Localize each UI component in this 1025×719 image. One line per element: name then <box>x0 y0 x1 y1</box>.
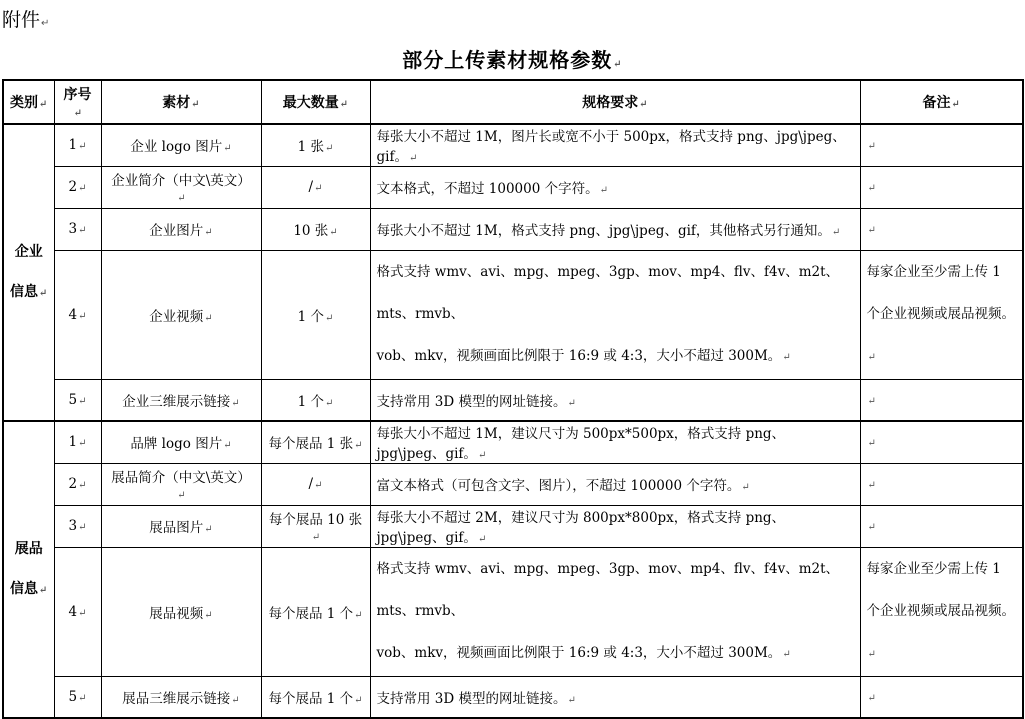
spec-line: vob、mkv，视频画面比例限于 16:9 或 4:3，大小不超过 300M。 <box>376 347 782 364</box>
row-number: 1↵ <box>54 124 101 166</box>
spec-cell: 格式支持 wmv、avi、mpg、mpeg、3gp、mov、mp4、flv、f4v、m2t、mts、rmvb、 vob、mkv，视频画面比例限于 16:9 或 4:3，大小不超过 300M。↵ <box>370 547 860 676</box>
row-number: 3↵ <box>54 208 101 250</box>
table-row <box>3 463 1023 505</box>
header-note: 备注↵ <box>860 80 1023 124</box>
header-max-quantity: 最大数量↵ <box>261 80 370 124</box>
table-row <box>3 250 1023 379</box>
note-cell: ↵ <box>860 379 1023 421</box>
row-number: 4↵ <box>54 547 101 676</box>
note-cell: ↵ <box>860 208 1023 250</box>
category-cell: 展品 信息↵ <box>3 421 54 718</box>
note-cell: ↵ <box>860 124 1023 166</box>
table-header-row <box>3 80 1023 124</box>
material-cell: 展品三维展示链接↵ <box>101 676 261 718</box>
max-quantity-cell: 每个展品 1 个↵ <box>261 676 370 718</box>
spec-cell: 格式支持 wmv、avi、mpg、mpeg、3gp、mov、mp4、flv、f4v、m2t、mts、rmvb、 vob、mkv，视频画面比例限于 16:9 或 4:3，大小不超过 300M。↵ <box>370 250 860 379</box>
max-quantity-cell: 每个展品 10 张↵ <box>261 505 370 547</box>
spec-table <box>2 79 1024 719</box>
spec-cell: 每张大小不超过 2M，建议尺寸为 800px*800px，格式支持 png、jpg\jpeg、gif。↵ <box>370 505 860 547</box>
table-row <box>3 208 1023 250</box>
spec-line: vob、mkv，视频画面比例限于 16:9 或 4:3，大小不超过 300M。 <box>376 644 782 661</box>
spec-cell: 富文本格式（可包含文字、图片），不超过 100000 个字符。↵ <box>370 463 860 505</box>
max-quantity-cell: 1 个↵ <box>261 379 370 421</box>
table-row <box>3 547 1023 676</box>
group-company <box>3 124 1023 421</box>
header-material: 素材↵ <box>101 80 261 124</box>
max-quantity-cell: /↵ <box>261 166 370 208</box>
note-line: 个企业视频或展品视频。 <box>866 305 1015 322</box>
header-category: 类别↵ <box>3 80 54 124</box>
max-quantity-cell: 每个展品 1 张↵ <box>261 421 370 463</box>
material-cell: 品牌 logo 图片↵ <box>101 421 261 463</box>
spec-cell: 每张大小不超过 1M，图片长或宽不小于 500px，格式支持 png、jpg\jpeg、gif。↵ <box>370 124 860 166</box>
page-title <box>0 44 1025 73</box>
note-line: 每家企业至少需上传 1 <box>866 560 1001 577</box>
note-cell: 每家企业至少需上传 1 个企业视频或展品视频。↵ <box>860 250 1023 379</box>
row-number: 1↵ <box>54 421 101 463</box>
max-quantity-cell: 1 张↵ <box>261 124 370 166</box>
row-number: 5↵ <box>54 379 101 421</box>
row-number: 5↵ <box>54 676 101 718</box>
table-row <box>3 505 1023 547</box>
attachment-label <box>2 5 49 32</box>
material-cell: 企业图片↵ <box>101 208 261 250</box>
material-cell: 企业三维展示链接↵ <box>101 379 261 421</box>
paragraph-mark-icon: ↵ <box>41 18 50 29</box>
spec-line: 格式支持 wmv、avi、mpg、mpeg、3gp、mov、mp4、flv、f4v、m2t、mts、rmvb、 <box>376 263 840 322</box>
material-cell: 展品图片↵ <box>101 505 261 547</box>
note-line: 个企业视频或展品视频。 <box>866 602 1015 619</box>
max-quantity-cell: 10 张↵ <box>261 208 370 250</box>
spec-cell: 每张大小不超过 1M，建议尺寸为 500px*500px，格式支持 png、jpg\jpeg、gif。↵ <box>370 421 860 463</box>
group-exhibit <box>3 421 1023 718</box>
note-cell: ↵ <box>860 463 1023 505</box>
table-row <box>3 421 1023 463</box>
table-row <box>3 166 1023 208</box>
row-number: 2↵ <box>54 166 101 208</box>
material-cell: 企业 logo 图片↵ <box>101 124 261 166</box>
row-number: 4↵ <box>54 250 101 379</box>
material-cell: 企业视频↵ <box>101 250 261 379</box>
note-cell: ↵ <box>860 505 1023 547</box>
table-row <box>3 124 1023 166</box>
spec-cell: 每张大小不超过 1M，格式支持 png、jpg\jpeg、gif，其他格式另行通知。↵ <box>370 208 860 250</box>
row-number: 2↵ <box>54 463 101 505</box>
note-cell: ↵ <box>860 676 1023 718</box>
table-row <box>3 379 1023 421</box>
max-quantity-cell: /↵ <box>261 463 370 505</box>
note-cell: ↵ <box>860 166 1023 208</box>
header-number: 序号↵ <box>54 80 101 124</box>
material-cell: 展品视频↵ <box>101 547 261 676</box>
category-cell: 企业 信息↵ <box>3 124 54 421</box>
title-text: 部分上传素材规格参数 <box>402 48 613 72</box>
table-row <box>3 676 1023 718</box>
material-cell: 展品简介（中文\英文）↵ <box>101 463 261 505</box>
spec-cell: 支持常用 3D 模型的网址链接。↵ <box>370 379 860 421</box>
attachment-text: 附件 <box>2 9 41 31</box>
max-quantity-cell: 每个展品 1 个↵ <box>261 547 370 676</box>
max-quantity-cell: 1 个↵ <box>261 250 370 379</box>
row-number: 3↵ <box>54 505 101 547</box>
header-spec: 规格要求↵ <box>370 80 860 124</box>
spec-cell: 文本格式，不超过 100000 个字符。↵ <box>370 166 860 208</box>
paragraph-mark-icon: ↵ <box>613 59 623 70</box>
material-cell: 企业简介（中文\英文）↵ <box>101 166 261 208</box>
note-cell: ↵ <box>860 421 1023 463</box>
note-cell: 每家企业至少需上传 1 个企业视频或展品视频。↵ <box>860 547 1023 676</box>
spec-line: 格式支持 wmv、avi、mpg、mpeg、3gp、mov、mp4、flv、f4v、m2t、mts、rmvb、 <box>376 560 840 619</box>
note-line: 每家企业至少需上传 1 <box>866 263 1001 280</box>
spec-cell: 支持常用 3D 模型的网址链接。↵ <box>370 676 860 718</box>
